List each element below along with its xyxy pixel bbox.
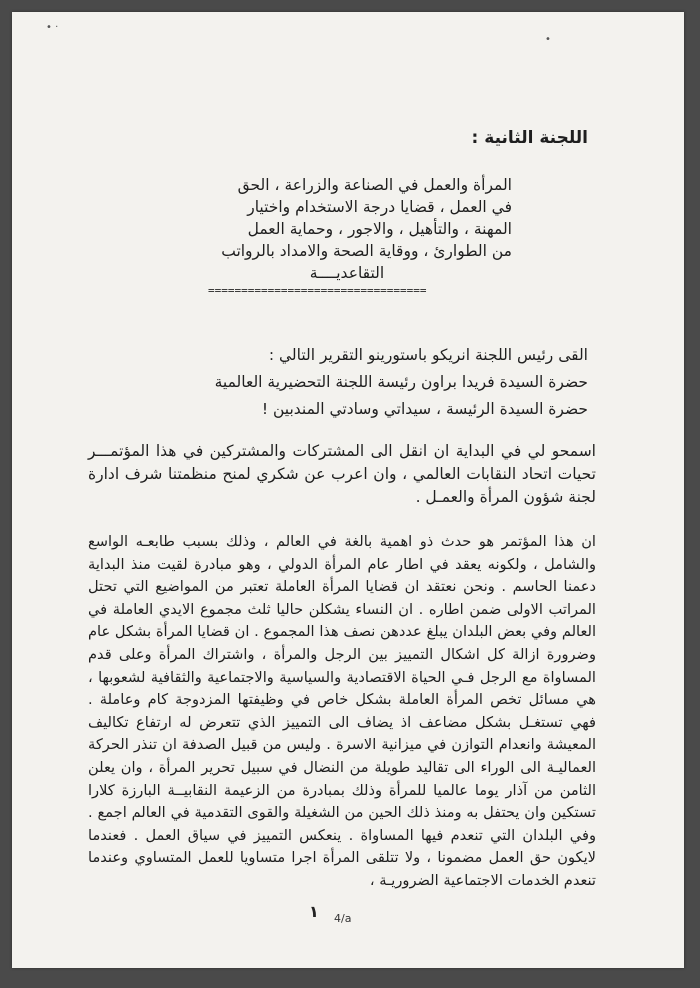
intro-line: القى رئيس اللجنة انريكو باستورينو التقرير التالي : (268, 346, 588, 364)
subject-line: في العمل ، قضايا درجة الاستخدام واختيار (247, 198, 512, 216)
paragraph-opening: اسمحو لي في البداية ان انقل الى المشتركات والمشتركين في هذا المؤتمـــر تحيات اتحاد النقابات العالمي ، وان اعرب عن شكري لمنح منظمتنا شرف ادارة لجنة شؤون المرأة والعمـل . (88, 442, 596, 506)
section-heading: اللجنة الثانية : (471, 128, 588, 148)
document-page (12, 12, 684, 968)
intro-line: حضرة السيدة الرئيسة ، سيداتي وسادتي المندبين ! (261, 400, 588, 418)
page-number: ١ (309, 902, 319, 921)
committee-subject (182, 174, 512, 284)
page-reference: 4/a (334, 912, 352, 925)
intro-line: حضرة السيدة فريدا براون رئيسة اللجنة التحضيرية العالمية (214, 373, 588, 391)
subject-line: المهنة ، والتأهيل ، والاجور ، وحماية العمل (247, 220, 512, 238)
corner-dot: • (545, 34, 551, 45)
subject-line: من الطوارئ ، ووقاية الصحة والامداد بالرواتب (221, 242, 512, 260)
subject-line-last: التقاعديــــة (309, 264, 385, 282)
paragraph-body: ان هذا المؤتمر هو حدث ذو اهمية بالغة في العالم ، وذلك بسبب طابعـه الواسع والشامل ، ولكونه يعقد في اطار عام المرأة الدولي ، وهو مبادرة لقيت منذ البداية دعمنا الحاسم . ونحن نعتقد ان قضايا المرأة العاملة تعتبر من المواضيع التي تحتل المراتب الاولى ضمن اطاره . ان النساء يشكلن حاليا ثلث مجموع الايدي العاملة في العالم وفي بعض البلدان يبلغ عددهن نصف هذا المجموع . ان قضايا المرأة بشكل عام وضرورة ازالة كل اشكال التمييز بين الرجل والمرأة ، واشتراك المرأة وعلى قدم المساواة مع الرجل فـي الحياة الاقتصادية والسياسية والاجتماعية والثقافية لشعوبها ، هي مسائل تخص المرأة العاملة بشكل خاص في وظيفتها المزدوجة كام وعاملة . فهي تستغـل بشكل مضاعف اذ يضاف الى التمييز الذي تتعرض له ارتفاع تكاليف المعيشة وانعدام التوازن في ميزانية الاسرة . وليس من قبيل الصدفة ان تنذر الحركة العماليـة الى الوراء الى تقاليد طويلة من النضال في سبيل تحرير المرأة ، وان يعلن الثامن من آذار يوما عالميا للمرأة وذلك بمبادرة من الزعيمة النقابيــة البارزة كلارا تستكين وان يحتفل به ومنذ ذلك الحين من الشغيلة والقوى التقدمية في العالم اجمع . وفي البلدان التي تنعدم فيها المساواة . ينعكس التمييز في سياق العمل . فعندما لايكون حق العمل مضمونا ، ولا تتلقى المرأة اجرا متساويا للعمل المتساوي وعندما تنعدم الخدمات الاجتماعية الضروريـة ، (88, 533, 596, 889)
double-rule: ================================= (208, 284, 427, 297)
intro-block (215, 342, 588, 423)
corner-mark: • · (46, 22, 59, 33)
subject-line: المرأة والعمل في الصناعة والزراعة ، الحق (237, 176, 512, 194)
